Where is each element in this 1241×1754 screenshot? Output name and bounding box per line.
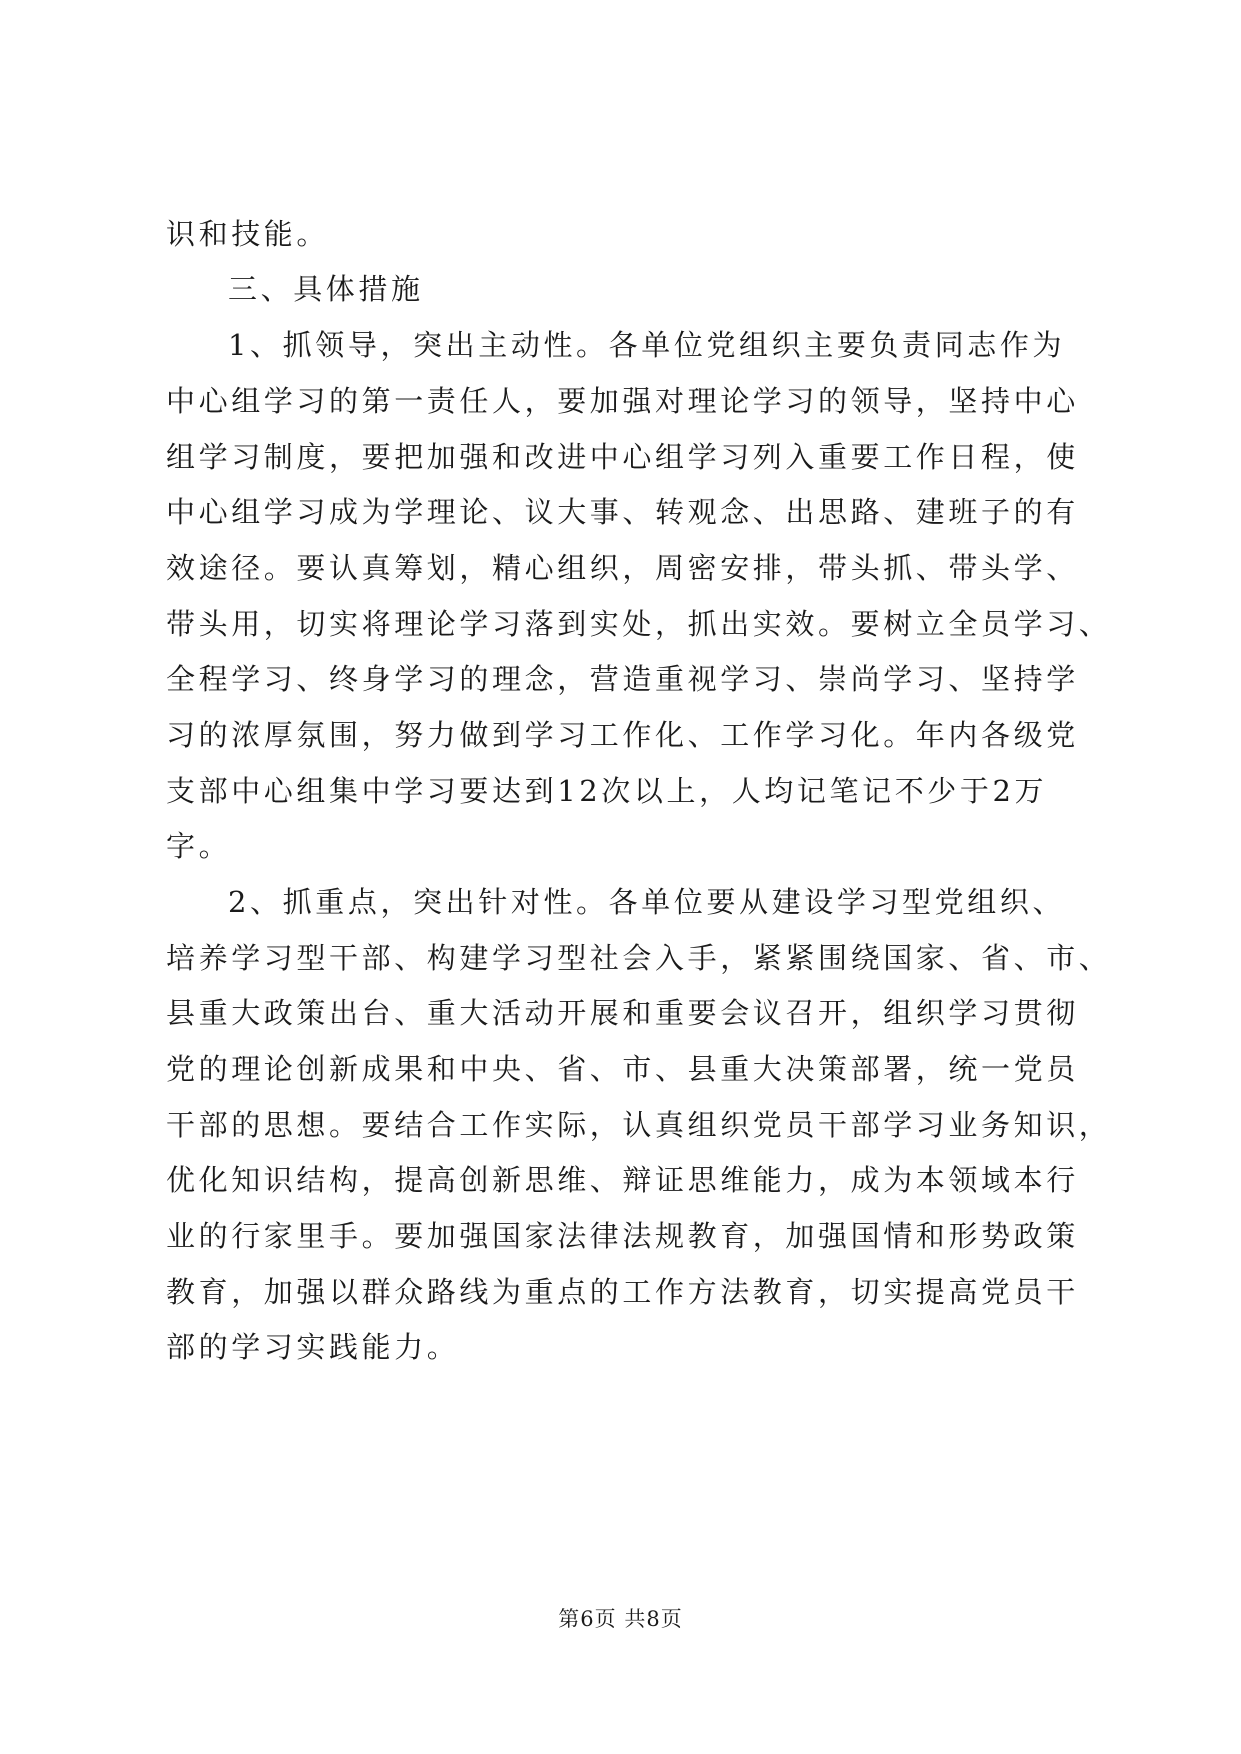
- text-line: 全程学习、终身学习的理念，营造重视学习、崇尚学习、坚持学: [166, 662, 1079, 696]
- text-line: 中心组学习的第一责任人，要加强对理论学习的领导，坚持中心: [166, 384, 1079, 418]
- text-line: 教育，加强以群众路线为重点的工作方法教育，切实提高党员干: [166, 1275, 1079, 1309]
- text-line: 优化知识结构，提高创新思维、辩证思维能力，成为本领域本行: [166, 1163, 1079, 1197]
- text-line: 干部的思想。要结合工作实际，认真组织党员干部学习业务知识，: [166, 1108, 1112, 1142]
- text-line: 效途径。要认真筹划，精心组织，周密安排，带头抓、带头学、: [166, 551, 1079, 585]
- text-line: 中心组学习成为学理论、议大事、转观念、出思路、建班子的有: [166, 495, 1079, 529]
- text-line: 支部中心组集中学习要达到12次以上，人均记笔记不少于2万: [166, 774, 1048, 808]
- text-line: 部的学习实践能力。: [166, 1330, 460, 1364]
- text-line: 1、抓领导，突出主动性。各单位党组织主要负责同志作为: [228, 328, 1066, 362]
- text-line: 业的行家里手。要加强国家法律法规教育，加强国情和形势政策: [166, 1219, 1079, 1253]
- section-heading: 三、具体措施: [228, 272, 424, 306]
- text-line: 党的理论创新成果和中央、省、市、县重大决策部署，统一党员: [166, 1052, 1079, 1086]
- text-line: 组学习制度，要把加强和改进中心组学习列入重要工作日程，使: [166, 440, 1079, 474]
- text-line: 识和技能。: [166, 217, 330, 251]
- text-line: 2、抓重点，突出针对性。各单位要从建设学习型党组织、: [228, 885, 1066, 919]
- text-line: 培养学习型干部、构建学习型社会入手，紧紧围绕国家、省、市、: [166, 941, 1112, 975]
- text-line: 带头用，切实将理论学习落到实处，抓出实效。要树立全员学习、: [166, 607, 1112, 641]
- text-line: 县重大政策出台、重大活动开展和重要会议召开，组织学习贯彻: [166, 996, 1079, 1030]
- text-line: 字。: [166, 829, 232, 863]
- page-number-footer: 第6页 共8页: [558, 1607, 683, 1631]
- text-line: 习的浓厚氛围，努力做到学习工作化、工作学习化。年内各级党: [166, 718, 1079, 752]
